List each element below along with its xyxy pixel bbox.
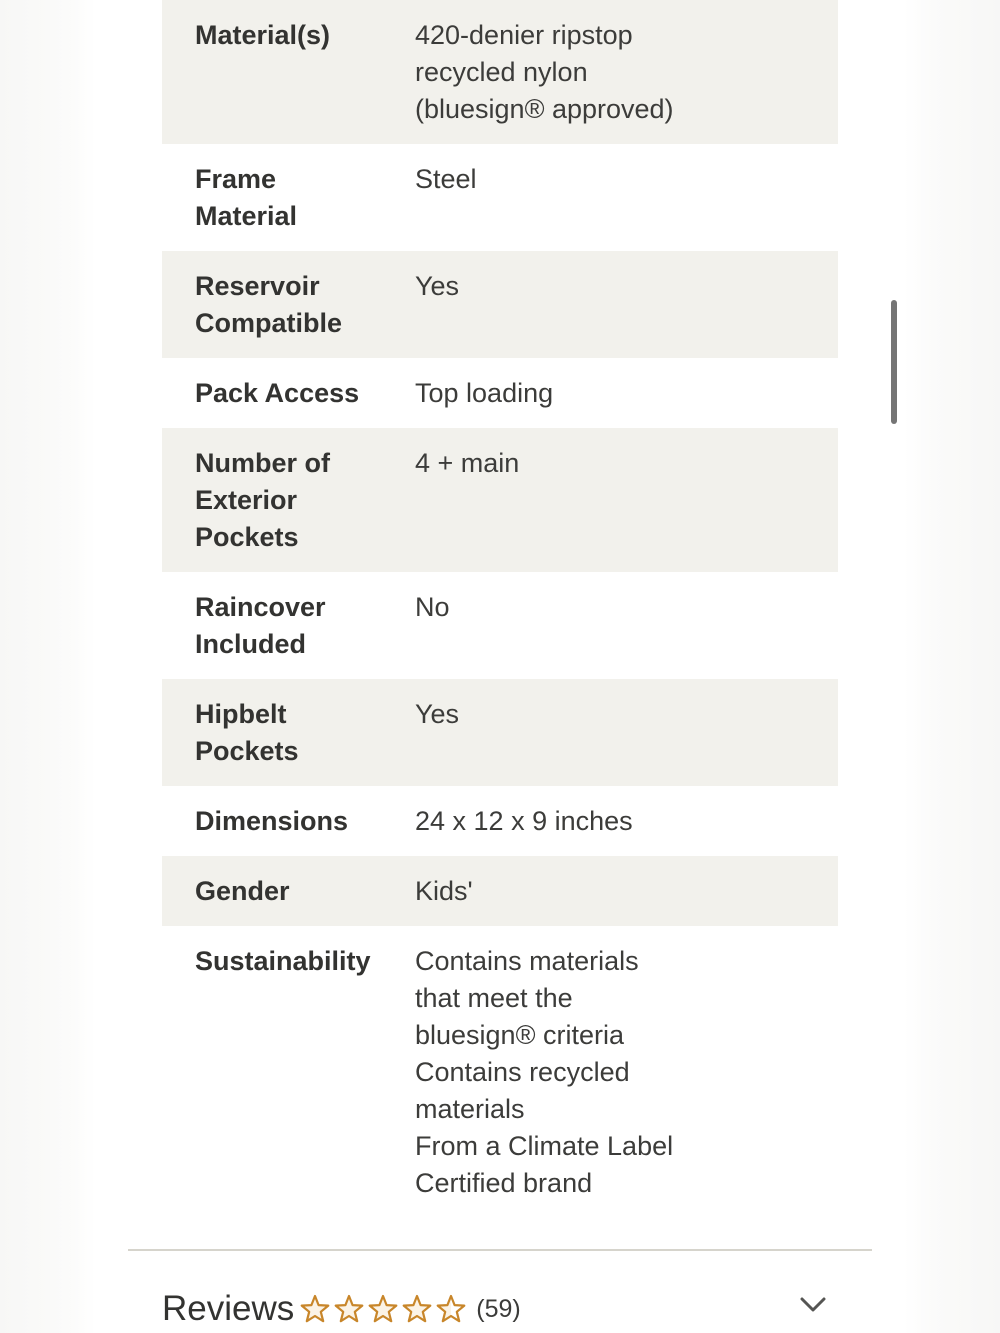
spec-value: 420-denier ripstop recycled nylon (bluesign® approved) — [415, 20, 674, 124]
spec-row — [162, 0, 838, 144]
page-margin-left — [0, 0, 96, 1333]
spec-value: No — [415, 592, 450, 622]
spec-label: Material(s) — [195, 20, 331, 50]
spec-label: Gender — [195, 876, 290, 906]
spec-row — [162, 251, 838, 358]
reviews-title: Reviews — [162, 1289, 295, 1328]
spec-value: 24 x 12 x 9 inches — [415, 806, 633, 836]
spec-label: Sustainability — [195, 946, 371, 976]
spec-value: Top loading — [415, 378, 554, 408]
half-star-icon — [436, 1294, 466, 1324]
spec-label: Reservoir Compatible — [195, 271, 343, 338]
spec-row — [162, 926, 838, 1218]
reviews-accordion-header[interactable] — [162, 1285, 838, 1333]
spec-row — [162, 856, 838, 926]
star-icon — [402, 1294, 432, 1324]
spec-value: Contains materials that meet the bluesign® criteria Contains recycled materials From a Climate Label Certified brand — [415, 946, 674, 1198]
scrollbar-thumb[interactable] — [891, 300, 897, 424]
rating-stars — [300, 1294, 466, 1324]
spec-value: Kids' — [415, 876, 473, 906]
chevron-down-icon[interactable] — [800, 1297, 826, 1318]
specs-table — [162, 0, 838, 1218]
spec-value: Yes — [415, 699, 460, 729]
spec-value: Yes — [415, 271, 460, 301]
page-margin-right — [904, 0, 1000, 1333]
spec-row — [162, 428, 838, 572]
spec-row — [162, 144, 838, 251]
spec-label: Hipbelt Pockets — [195, 699, 299, 766]
star-icon — [300, 1294, 330, 1324]
spec-row — [162, 679, 838, 786]
spec-label: Pack Access — [195, 378, 360, 408]
spec-label: Number of Exterior Pockets — [195, 448, 330, 552]
spec-label: Raincover Included — [195, 592, 326, 659]
spec-row — [162, 572, 838, 679]
spec-label: Dimensions — [195, 806, 349, 836]
review-count: (59) — [476, 1294, 521, 1323]
section-divider — [128, 1249, 872, 1251]
spec-value: 4 + main — [415, 448, 520, 478]
spec-row — [162, 358, 838, 428]
spec-value: Steel — [415, 164, 477, 194]
spec-label: Frame Material — [195, 164, 298, 231]
star-icon — [368, 1294, 398, 1324]
spec-row — [162, 786, 838, 856]
star-icon — [334, 1294, 364, 1324]
